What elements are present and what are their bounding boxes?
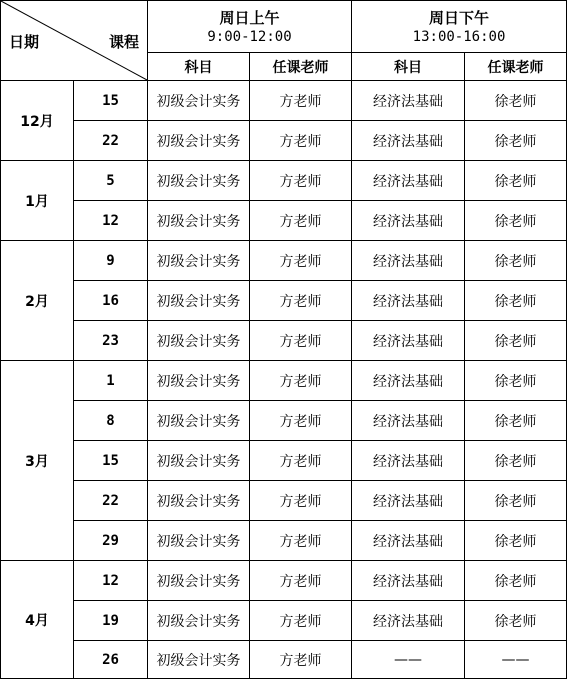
schedule-row (1, 601, 567, 641)
schedule-row (1, 241, 567, 281)
afternoon-title: 周日下午 (429, 8, 490, 27)
course-label: 课程 (108, 33, 139, 51)
month-cell: 12月 (1, 81, 74, 161)
morning-subject-cell: 初级会计实务 (148, 81, 250, 121)
afternoon-teacher-cell: 徐老师 (465, 241, 567, 281)
afternoon-teacher-cell: —— (465, 641, 567, 679)
morning-teacher-cell: 方老师 (250, 521, 352, 561)
morning-teacher-cell: 方老师 (250, 281, 352, 321)
schedule-row (1, 201, 567, 241)
afternoon-subject-cell: 经济法基础 (352, 481, 465, 521)
month-cell: 4月 (1, 561, 74, 679)
afternoon-time: 13:00-16:00 (412, 28, 506, 45)
schedule-row (1, 81, 567, 121)
afternoon-subject-cell: 经济法基础 (352, 201, 465, 241)
schedule-row (1, 401, 567, 441)
afternoon-teacher-cell: 徐老师 (465, 441, 567, 481)
morning-teacher-cell: 方老师 (250, 81, 352, 121)
date-label: 日期 (9, 33, 40, 51)
afternoon-subject-cell: 经济法基础 (352, 601, 465, 641)
day-cell: 22 (74, 481, 148, 521)
afternoon-subject-cell: 经济法基础 (352, 81, 465, 121)
morning-subject-cell: 初级会计实务 (148, 121, 250, 161)
morning-teacher-cell: 方老师 (250, 361, 352, 401)
morning-time: 9:00-12:00 (207, 28, 292, 45)
morning-subject-cell: 初级会计实务 (148, 601, 250, 641)
morning-subject-cell: 初级会计实务 (148, 161, 250, 201)
day-cell: 15 (74, 441, 148, 481)
afternoon-teacher-header: 任课老师 (465, 53, 567, 81)
afternoon-subject-cell: 经济法基础 (352, 441, 465, 481)
schedule-row (1, 361, 567, 401)
schedule-row (1, 641, 567, 679)
afternoon-teacher-cell: 徐老师 (465, 521, 567, 561)
schedule-row (1, 561, 567, 601)
day-cell: 8 (74, 401, 148, 441)
morning-subject-header: 科目 (148, 53, 250, 81)
morning-subject-cell: 初级会计实务 (148, 441, 250, 481)
morning-subject-cell: 初级会计实务 (148, 641, 250, 679)
morning-teacher-cell: 方老师 (250, 481, 352, 521)
afternoon-subject-cell: 经济法基础 (352, 281, 465, 321)
morning-teacher-cell: 方老师 (250, 321, 352, 361)
diagonal-header-cell (1, 1, 148, 81)
afternoon-subject-cell: 经济法基础 (352, 241, 465, 281)
morning-subject-cell: 初级会计实务 (148, 321, 250, 361)
afternoon-teacher-cell: 徐老师 (465, 121, 567, 161)
afternoon-teacher-cell: 徐老师 (465, 281, 567, 321)
afternoon-teacher-cell: 徐老师 (465, 481, 567, 521)
schedule-row (1, 121, 567, 161)
schedule-row (1, 441, 567, 481)
morning-teacher-cell: 方老师 (250, 561, 352, 601)
morning-subject-cell: 初级会计实务 (148, 521, 250, 561)
morning-subject-cell: 初级会计实务 (148, 361, 250, 401)
day-cell: 23 (74, 321, 148, 361)
morning-title: 周日上午 (219, 8, 280, 27)
day-cell: 12 (74, 561, 148, 601)
afternoon-teacher-cell: 徐老师 (465, 81, 567, 121)
morning-teacher-cell: 方老师 (250, 241, 352, 281)
afternoon-teacher-cell: 徐老师 (465, 401, 567, 441)
morning-teacher-cell: 方老师 (250, 401, 352, 441)
morning-subject-cell: 初级会计实务 (148, 241, 250, 281)
day-cell: 19 (74, 601, 148, 641)
afternoon-subject-cell: —— (352, 641, 465, 679)
afternoon-teacher-cell: 徐老师 (465, 601, 567, 641)
afternoon-period-header (352, 1, 567, 53)
day-cell: 1 (74, 361, 148, 401)
afternoon-subject-cell: 经济法基础 (352, 401, 465, 441)
afternoon-subject-cell: 经济法基础 (352, 561, 465, 601)
schedule-row (1, 281, 567, 321)
morning-period-header (148, 1, 352, 53)
month-cell: 2月 (1, 241, 74, 361)
afternoon-teacher-cell: 徐老师 (465, 321, 567, 361)
morning-teacher-cell: 方老师 (250, 121, 352, 161)
morning-subject-cell: 初级会计实务 (148, 201, 250, 241)
afternoon-teacher-cell: 徐老师 (465, 161, 567, 201)
afternoon-subject-cell: 经济法基础 (352, 161, 465, 201)
day-cell: 15 (74, 81, 148, 121)
schedule-row (1, 161, 567, 201)
afternoon-subject-header: 科目 (352, 53, 465, 81)
morning-subject-cell: 初级会计实务 (148, 401, 250, 441)
day-cell: 16 (74, 281, 148, 321)
month-cell: 1月 (1, 161, 74, 241)
schedule-row (1, 521, 567, 561)
day-cell: 26 (74, 641, 148, 679)
morning-teacher-cell: 方老师 (250, 601, 352, 641)
afternoon-teacher-cell: 徐老师 (465, 561, 567, 601)
day-cell: 22 (74, 121, 148, 161)
afternoon-teacher-cell: 徐老师 (465, 361, 567, 401)
afternoon-subject-cell: 经济法基础 (352, 521, 465, 561)
morning-teacher-cell: 方老师 (250, 161, 352, 201)
header-row-periods (1, 1, 567, 53)
day-cell: 12 (74, 201, 148, 241)
morning-subject-cell: 初级会计实务 (148, 481, 250, 521)
month-cell: 3月 (1, 361, 74, 561)
morning-subject-cell: 初级会计实务 (148, 561, 250, 601)
morning-teacher-cell: 方老师 (250, 201, 352, 241)
day-cell: 5 (74, 161, 148, 201)
afternoon-subject-cell: 经济法基础 (352, 121, 465, 161)
morning-teacher-cell: 方老师 (250, 641, 352, 679)
afternoon-subject-cell: 经济法基础 (352, 321, 465, 361)
schedule-row (1, 481, 567, 521)
afternoon-teacher-cell: 徐老师 (465, 201, 567, 241)
morning-teacher-cell: 方老师 (250, 441, 352, 481)
morning-subject-cell: 初级会计实务 (148, 281, 250, 321)
morning-teacher-header: 任课老师 (250, 53, 352, 81)
day-cell: 9 (74, 241, 148, 281)
afternoon-subject-cell: 经济法基础 (352, 361, 465, 401)
day-cell: 29 (74, 521, 148, 561)
schedule-row (1, 321, 567, 361)
